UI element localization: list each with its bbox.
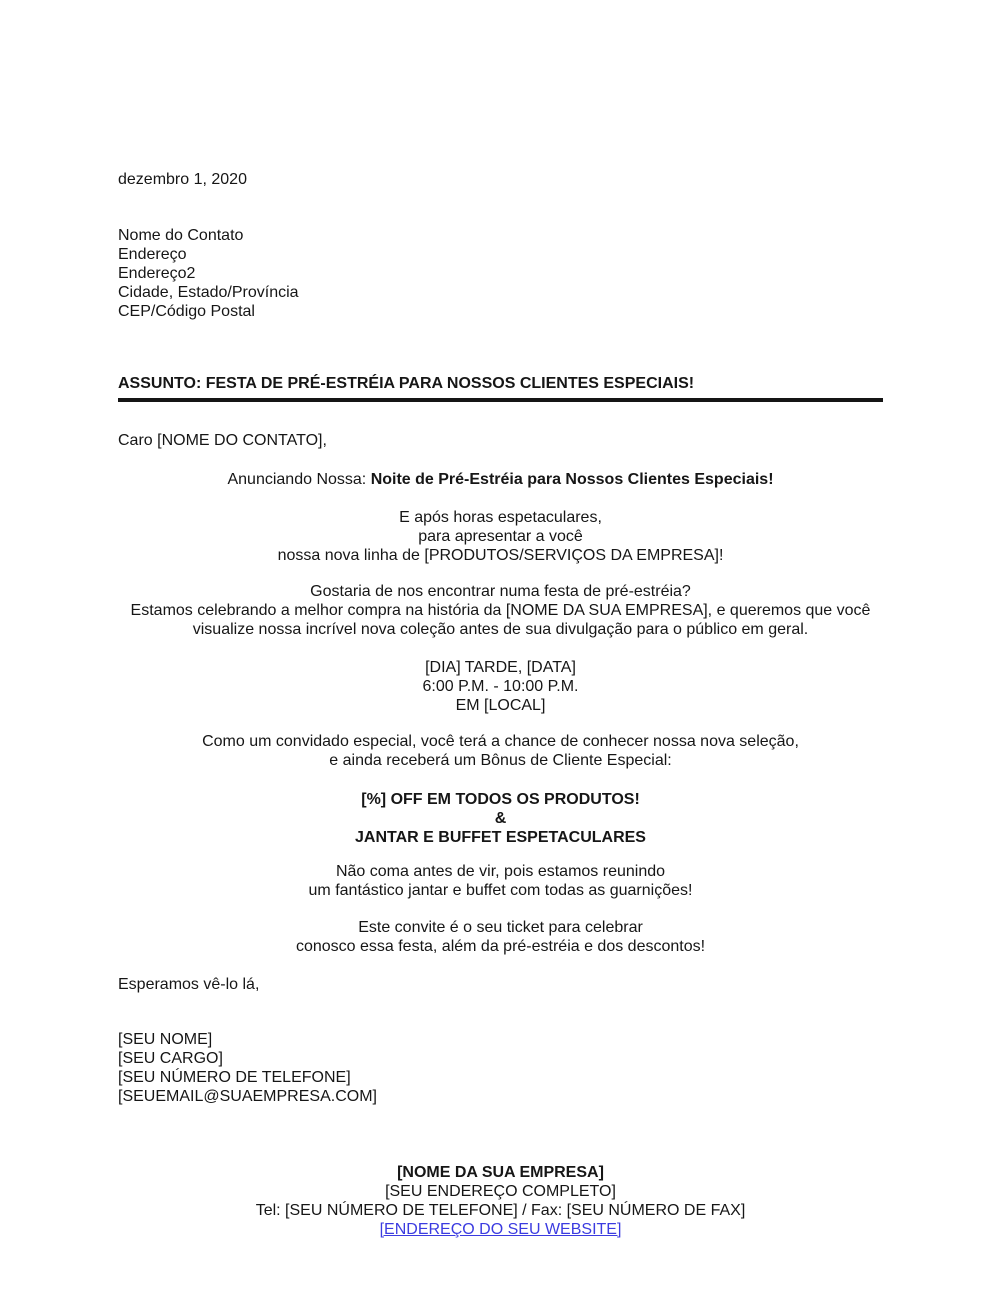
signature-phone: [SEU NÚMERO DE TELEFONE] bbox=[118, 1069, 351, 1086]
announcement-highlight: Noite de Pré-Estréia para Nossos Clientes Especiais! bbox=[370, 471, 774, 488]
event-day-date: [DIA] TARDE, [DATA] bbox=[425, 659, 576, 676]
signature-block bbox=[118, 1030, 883, 1106]
guest-line: Como um convidado especial, você terá a chance de conhecer nossa nova seleção, bbox=[202, 733, 799, 750]
intro-paragraph bbox=[118, 508, 883, 565]
announcement-line bbox=[118, 470, 883, 489]
recipient-address-line1: Endereço bbox=[118, 246, 187, 263]
dinner-line: Não coma antes de vir, pois estamos reunindo bbox=[335, 863, 666, 880]
company-footer-block bbox=[118, 1163, 883, 1239]
footer-tel-fax: Tel: [SEU NÚMERO DE TELEFONE] / Fax: [SEU NÚMERO DE FAX] bbox=[255, 1202, 746, 1219]
signature-email: [SEUEMAIL@SUAEMPRESA.COM] bbox=[118, 1088, 377, 1105]
guest-line: e ainda receberá um Bônus de Cliente Especial: bbox=[329, 752, 672, 769]
ticket-paragraph bbox=[118, 918, 883, 956]
event-location: EM [LOCAL] bbox=[455, 697, 546, 714]
bonus-dinner-line: JANTAR E BUFFET ESPETACULARES bbox=[355, 829, 646, 846]
invitation-line: Gostaria de nos encontrar numa festa de pré-estréia? bbox=[310, 583, 691, 600]
letter-content bbox=[118, 0, 883, 1239]
intro-line: para apresentar a você bbox=[418, 528, 583, 545]
signature-title: [SEU CARGO] bbox=[118, 1050, 223, 1067]
invitation-line: visualize nossa incrível nova coleção antes de sua divulgação para o público em geral. bbox=[192, 621, 809, 638]
letter-date: dezembro 1, 2020 bbox=[118, 171, 247, 188]
invitation-line: Estamos celebrando a melhor compra na história da [NOME DA SUA EMPRESA], e queremos que você bbox=[130, 602, 871, 619]
ticket-line: conosco essa festa, além da pré-estréia e dos descontos! bbox=[295, 938, 706, 955]
bonus-offer-block bbox=[118, 790, 883, 847]
event-time: 6:00 P.M. - 10:00 P.M. bbox=[422, 678, 579, 695]
recipient-city-state: Cidade, Estado/Província bbox=[118, 284, 299, 301]
footer-company-address: [SEU ENDEREÇO COMPLETO] bbox=[385, 1183, 616, 1200]
bonus-discount-line: [%] OFF EM TODOS OS PRODUTOS! bbox=[361, 791, 640, 808]
subject-line: ASSUNTO: FESTA DE PRÉ-ESTRÉIA PARA NOSSOS CLIENTES ESPECIAIS! bbox=[118, 375, 695, 392]
closing-line: Esperamos vê-lo lá, bbox=[118, 976, 260, 993]
invitation-paragraph bbox=[118, 582, 883, 639]
footer-company-name: [NOME DA SUA EMPRESA] bbox=[397, 1164, 604, 1181]
footer-website-container bbox=[118, 1220, 883, 1239]
intro-line: nossa nova linha de [PRODUTOS/SERVIÇOS DA EMPRESA]! bbox=[277, 547, 724, 564]
footer-website-link[interactable]: [ENDEREÇO DO SEU WEBSITE] bbox=[379, 1221, 622, 1238]
event-details-block bbox=[118, 658, 883, 715]
greeting-line: Caro [NOME DO CONTATO], bbox=[118, 432, 327, 449]
recipient-address-line2: Endereço2 bbox=[118, 265, 196, 282]
dinner-paragraph bbox=[118, 862, 883, 900]
bonus-ampersand: & bbox=[494, 810, 507, 827]
recipient-postal-code: CEP/Código Postal bbox=[118, 303, 255, 320]
guest-paragraph bbox=[118, 732, 883, 770]
announcement-prefix: Anunciando Nossa: bbox=[227, 471, 371, 488]
recipient-address-block bbox=[118, 226, 883, 321]
recipient-contact-name: Nome do Contato bbox=[118, 227, 244, 244]
ticket-line: Este convite é o seu ticket para celebrar bbox=[358, 919, 643, 936]
signature-name: [SEU NOME] bbox=[118, 1031, 213, 1048]
subject-divider-rule bbox=[118, 398, 883, 402]
dinner-line: um fantástico jantar e buffet com todas as guarnições! bbox=[308, 882, 693, 899]
intro-line: E após horas espetaculares, bbox=[399, 509, 602, 526]
